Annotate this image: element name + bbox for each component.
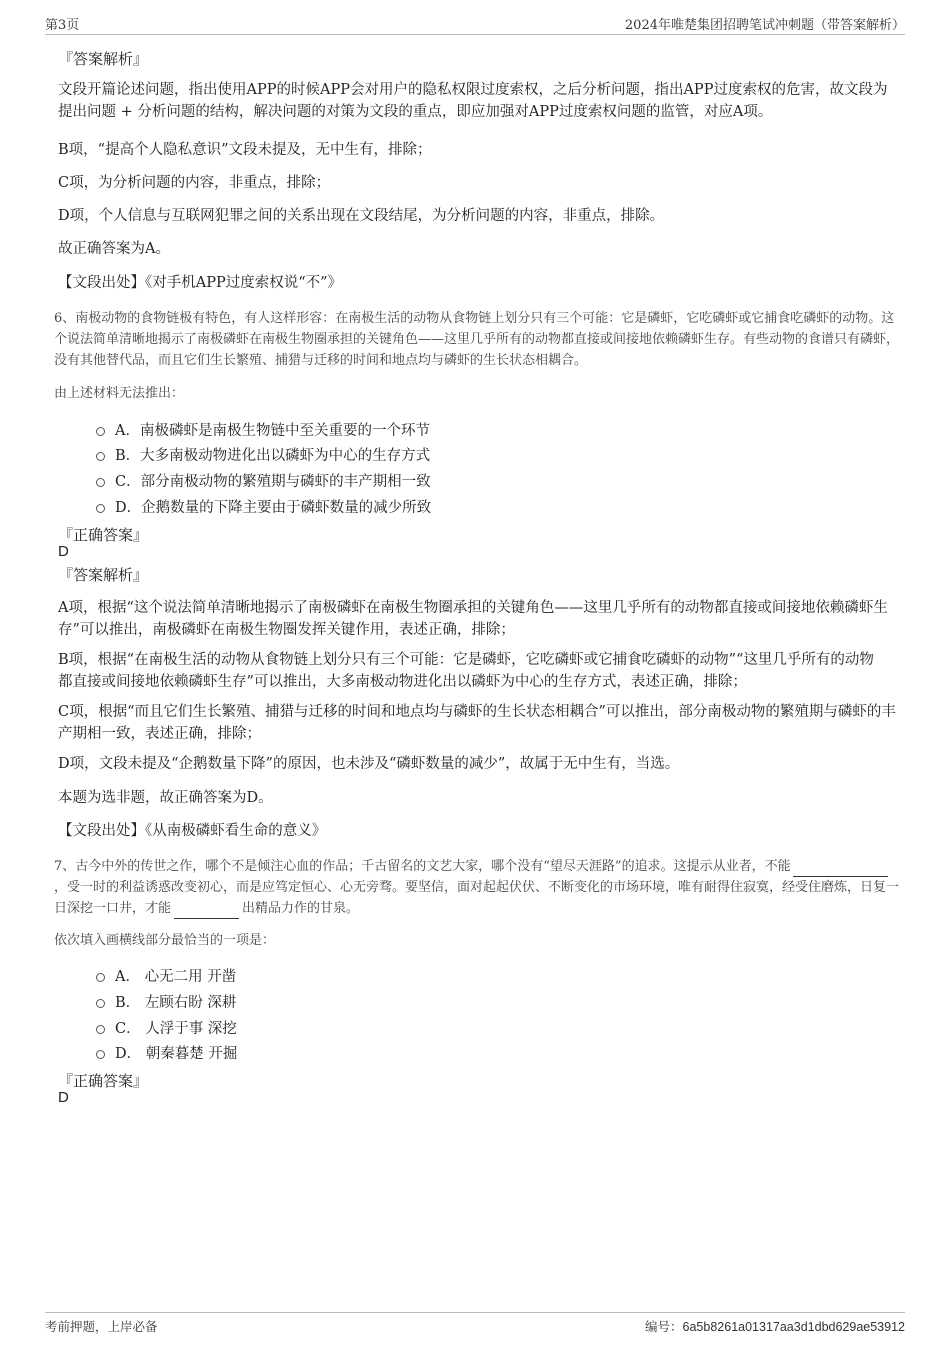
q6-analysis-b: B项，根据“在南极生活的动物从食物链上划分只有三个可能：它是磷虾，它吃磷虾或它捕食吃磷虾的动物”“这里几乎所有的动物都直接或间接地依赖磷虾生存”可以推出，大多南极动物进化出以磷虾为中心的生存方式，表述正确，排除； (58, 652, 874, 690)
q7-stem-part-1: 7、古今中外的传世之作，哪个不是倾注心血的作品；千古留名的文艺大家，哪个没有“望尽天涯路”的追求。这提示从业者，不能 (54, 859, 791, 874)
radio-button-icon[interactable] (96, 973, 105, 982)
q6-analysis-d: D项，文段未提及“企鹅数量下降”的原因，也未涉及“磷虾数量的减少”，故属于无中生有，当选。 (58, 756, 680, 772)
q5-analysis-d: D项，个人信息与互联网犯罪之间的关系出现在文段结尾，为分析问题的内容，非重点，排除。 (58, 208, 665, 224)
q6-option-c[interactable] (96, 470, 431, 491)
document-code (645, 1317, 905, 1335)
q6-conclusion: 本题为选非题，故正确答案为D。 (58, 790, 273, 806)
option-label: B． 左顾右盼 深耕 (115, 995, 237, 1011)
q7-stem-part-2: ，受一时的利益诱惑改变初心，而是应笃定恒心、心无旁骛。要坚信，面对起起伏伏、不断变化的市场环境，唯有耐得住寂寞，经受住磨炼，日复一日深挖一口井，才能 (54, 880, 900, 916)
radio-button-icon[interactable] (96, 478, 105, 487)
q7-answer: D (58, 1089, 69, 1106)
option-label: C．部分南极动物的繁殖期与磷虾的丰产期相一致 (115, 474, 431, 490)
q5-source: 【文段出处】《对手机APP过度索权说“不”》 (58, 275, 343, 291)
radio-button-icon[interactable] (96, 452, 105, 461)
option-label: B．大多南极动物进化出以磷虾为中心的生存方式 (115, 448, 431, 464)
q7-option-d[interactable] (96, 1042, 237, 1063)
q6-analysis-c: C项，根据“而且它们生长繁殖、捕猎与迁移的时间和地点均与磷虾的生长状态相耦合”可以推出，部分南极动物的繁殖期与磷虾的丰产期相一致，表述正确，排除； (58, 704, 896, 742)
page-number: 第3页 (45, 18, 80, 33)
q6-answer: D (58, 543, 69, 560)
q6-analysis-label: 『答案解析』 (58, 566, 149, 584)
document-code-label: 编号： (645, 1319, 683, 1334)
q5-conclusion: 故正确答案为A。 (58, 241, 170, 257)
q6-analysis-a: A项，根据“这个说法简单清晰地揭示了南极磷虾在南极生物圈承担的关键角色——这里几乎所有的动物都直接或间接地依赖磷虾生存”可以推出，南极磷虾在南极生物圈发挥关键作用，表述正确，排除； (58, 600, 888, 638)
document-title: 2024年唯楚集团招聘笔试冲刺题（带答案解析） (624, 18, 905, 33)
option-label: D． 朝秦暮楚 开掘 (115, 1046, 238, 1062)
radio-button-icon[interactable] (96, 504, 105, 513)
q5-analysis-c: C项，为分析问题的内容，非重点，排除； (58, 175, 331, 191)
option-label: C． 人浮于事 深挖 (115, 1021, 237, 1037)
radio-button-icon[interactable] (96, 427, 105, 436)
q5-analysis-b: B项，“提高个人隐私意识”文段未提及，无中生有，排除； (58, 142, 432, 158)
page-header (45, 14, 905, 35)
q5-analysis-label: 『答案解析』 (58, 50, 149, 68)
q5-analysis-para: 文段开篇论述问题，指出使用APP的时候APP会对用户的隐私权限过度索权，之后分析问题，指出APP过度索权的危害，故文段为提出问题 + 分析问题的结构，解决问题的对策为文段的重点，即应加强对APP过度索权问题的监管，对应A项。 (58, 82, 888, 120)
q6-source: 【文段出处】《从南极磷虾看生命的意义》 (58, 823, 327, 839)
q6-stem: 6、南极动物的食物链极有特色，有人这样形容：在南极生活的动物从食物链上划分只有三个可能：它是磷虾，它吃磷虾或它捕食吃磷虾的动物。这个说法简单清晰地揭示了南极磷虾在南极生物圈承担的关键角色——这里几乎所有的动物都直接或间接地依赖磷虾生存。有些动物的食谱只有磷虾，没有其他替代品，而且它们生长繁殖、捕猎与迁移的时间和地点均与磷虾的生长状态相耦合。 (54, 311, 900, 368)
option-label: D．企鹅数量的下降主要由于磷虾数量的减少所致 (115, 500, 432, 516)
radio-button-icon[interactable] (96, 1025, 105, 1034)
fill-blank-2 (174, 904, 239, 919)
page-footer (45, 1312, 905, 1339)
radio-button-icon[interactable] (96, 999, 105, 1008)
footer-slogan: 考前押题，上岸必备 (45, 1319, 158, 1334)
q6-option-d[interactable] (96, 496, 431, 517)
q6-prompt: 由上述材料无法推出： (54, 386, 185, 401)
document-code-value: 6a5b8261a01317aa3d1dbd629ae53912 (682, 1320, 905, 1334)
q6-correct-label: 『正确答案』 (58, 526, 149, 544)
q7-option-a[interactable] (96, 965, 236, 986)
q6-option-a[interactable] (96, 419, 430, 440)
radio-button-icon[interactable] (96, 1050, 105, 1059)
q7-stem-part-3: 出精品力作的甘泉。 (242, 901, 360, 916)
option-label: A． 心无二用 开凿 (115, 969, 237, 985)
q7-prompt: 依次填入画横线部分最恰当的一项是： (54, 933, 276, 948)
q7-correct-label: 『正确答案』 (58, 1072, 149, 1090)
q7-option-b[interactable] (96, 991, 236, 1012)
fill-blank-1 (793, 862, 888, 877)
q7-option-c[interactable] (96, 1017, 237, 1038)
q6-option-b[interactable] (96, 444, 430, 465)
q7-stem (54, 856, 899, 919)
option-label: A．南极磷虾是南极生物链中至关重要的一个环节 (115, 423, 430, 439)
